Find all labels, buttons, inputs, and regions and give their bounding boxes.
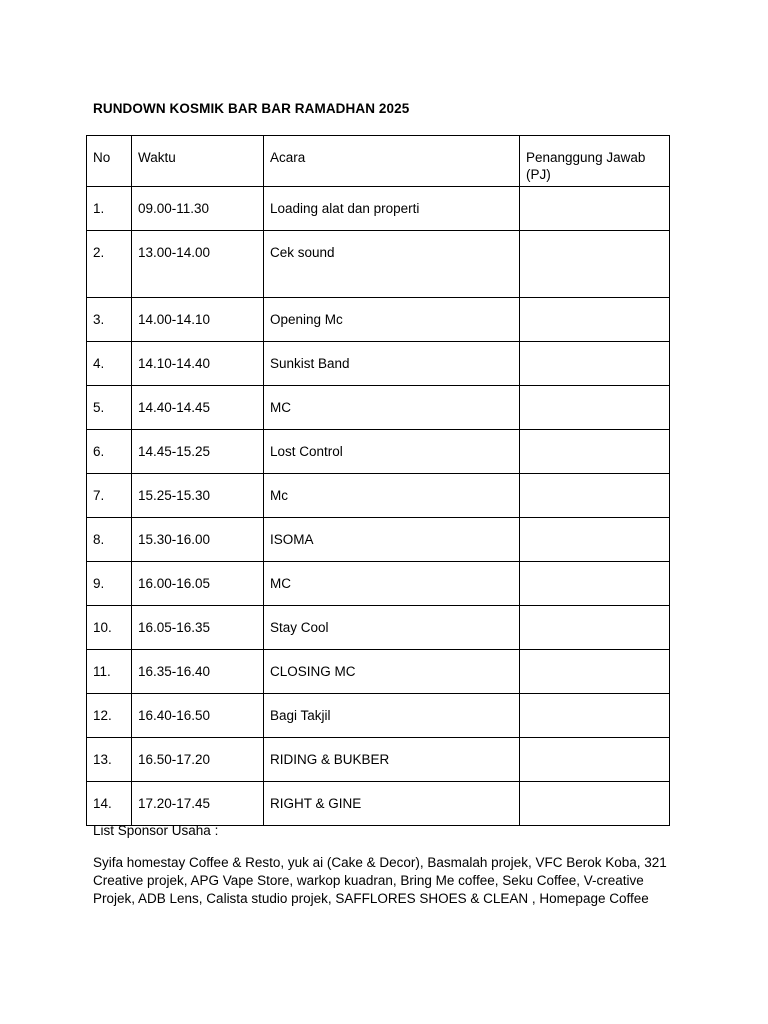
cell-pj xyxy=(520,430,670,474)
cell-event: ISOMA xyxy=(264,518,520,562)
cell-no: 12. xyxy=(87,694,132,738)
cell-time: 16.35-16.40 xyxy=(132,650,264,694)
table-row xyxy=(87,650,670,694)
cell-time: 16.05-16.35 xyxy=(132,606,264,650)
table-row xyxy=(87,694,670,738)
cell-no: 14. xyxy=(87,782,132,826)
table-row xyxy=(87,430,670,474)
cell-no: 5. xyxy=(87,386,132,430)
table-row xyxy=(87,518,670,562)
cell-pj xyxy=(520,342,670,386)
cell-event: RIGHT & GINE xyxy=(264,782,520,826)
cell-time: 09.00-11.30 xyxy=(132,187,264,231)
cell-event: Mc xyxy=(264,474,520,518)
column-header-event: Acara xyxy=(264,136,520,187)
cell-time: 15.30-16.00 xyxy=(132,518,264,562)
cell-pj xyxy=(520,562,670,606)
sponsor-list-heading: List Sponsor Usaha : xyxy=(93,823,219,838)
cell-pj xyxy=(520,518,670,562)
cell-no: 8. xyxy=(87,518,132,562)
cell-pj xyxy=(520,231,670,298)
table-row xyxy=(87,738,670,782)
cell-pj xyxy=(520,606,670,650)
document-title: RUNDOWN KOSMIK BAR BAR RAMADHAN 2025 xyxy=(93,101,410,116)
cell-event: Opening Mc xyxy=(264,298,520,342)
table-row xyxy=(87,386,670,430)
cell-event: RIDING & BUKBER xyxy=(264,738,520,782)
table-row xyxy=(87,342,670,386)
cell-pj xyxy=(520,738,670,782)
cell-time: 17.20-17.45 xyxy=(132,782,264,826)
cell-no: 10. xyxy=(87,606,132,650)
cell-time: 14.10-14.40 xyxy=(132,342,264,386)
column-header-pj: Penanggung Jawab (PJ) xyxy=(520,136,670,187)
column-header-time: Waktu xyxy=(132,136,264,187)
cell-time: 16.50-17.20 xyxy=(132,738,264,782)
cell-pj xyxy=(520,474,670,518)
table-body xyxy=(87,187,670,826)
cell-no: 11. xyxy=(87,650,132,694)
cell-event: MC xyxy=(264,386,520,430)
cell-pj xyxy=(520,782,670,826)
cell-no: 6. xyxy=(87,430,132,474)
cell-time: 15.25-15.30 xyxy=(132,474,264,518)
cell-event: Cek sound xyxy=(264,231,520,298)
cell-event: CLOSING MC xyxy=(264,650,520,694)
table-header-row xyxy=(87,136,670,187)
cell-event: Loading alat dan properti xyxy=(264,187,520,231)
cell-event: MC xyxy=(264,562,520,606)
cell-pj xyxy=(520,650,670,694)
cell-no: 9. xyxy=(87,562,132,606)
table-row xyxy=(87,782,670,826)
cell-pj xyxy=(520,694,670,738)
cell-no: 3. xyxy=(87,298,132,342)
table-row xyxy=(87,231,670,298)
table-row xyxy=(87,187,670,231)
cell-time: 14.00-14.10 xyxy=(132,298,264,342)
sponsor-list-text: Syifa homestay Coffee & Resto, yuk ai (Cake & Decor), Basmalah projek, VFC Berok Koba, 321 Creative projek, APG Vape Store, warkop kuadran, Bring Me coffee, Seku Coffee, V-creative Projek, ADB Lens, Calista studio projek, SAFFLORES SHOES & CLEAN , Homepage Coffee xyxy=(93,855,667,906)
cell-time: 16.40-16.50 xyxy=(132,694,264,738)
cell-event: Lost Control xyxy=(264,430,520,474)
cell-pj xyxy=(520,187,670,231)
cell-no: 13. xyxy=(87,738,132,782)
cell-time: 16.00-16.05 xyxy=(132,562,264,606)
cell-no: 4. xyxy=(87,342,132,386)
cell-pj xyxy=(520,298,670,342)
cell-no: 2. xyxy=(87,231,132,298)
cell-event: Bagi Takjil xyxy=(264,694,520,738)
cell-time: 13.00-14.00 xyxy=(132,231,264,298)
table-row xyxy=(87,606,670,650)
cell-no: 7. xyxy=(87,474,132,518)
cell-time: 14.45-15.25 xyxy=(132,430,264,474)
table-row xyxy=(87,474,670,518)
cell-pj xyxy=(520,386,670,430)
column-header-no: No xyxy=(87,136,132,187)
rundown-table xyxy=(86,135,670,826)
table-row xyxy=(87,298,670,342)
table-row xyxy=(87,562,670,606)
cell-event: Stay Cool xyxy=(264,606,520,650)
cell-event: Sunkist Band xyxy=(264,342,520,386)
cell-no: 1. xyxy=(87,187,132,231)
cell-time: 14.40-14.45 xyxy=(132,386,264,430)
